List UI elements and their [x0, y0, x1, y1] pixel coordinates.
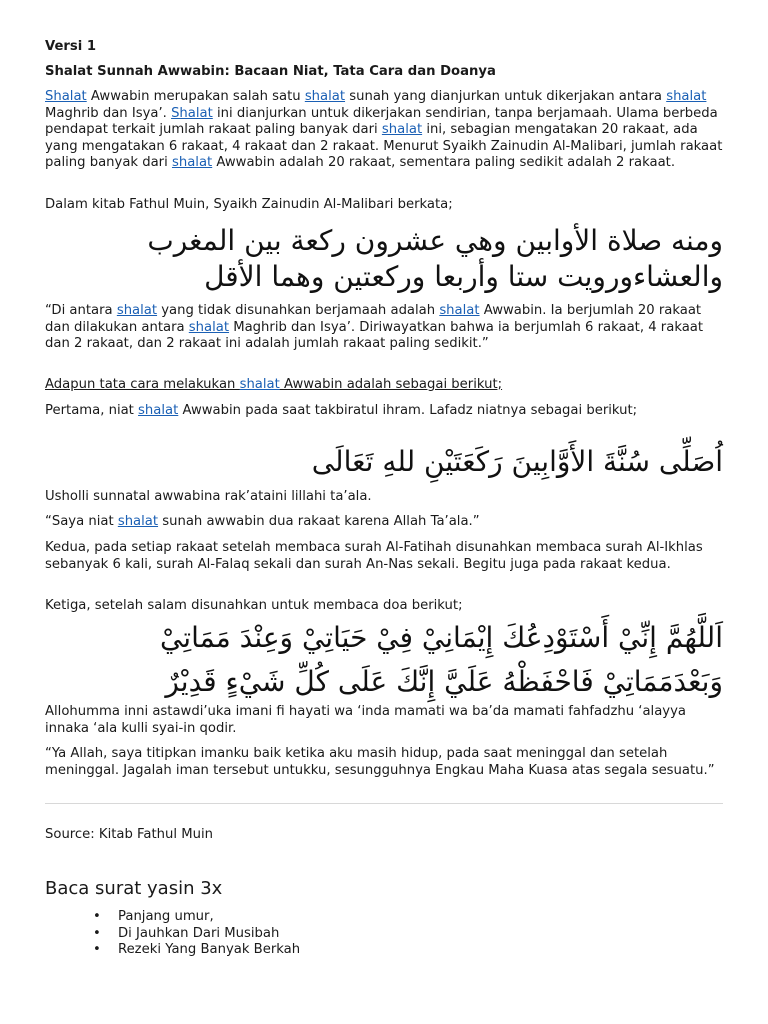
paragraph-transliteration-doa: Allohumma inni astawdi’uka imani fi hayati wa ‘inda mamati wa ba’da mamati fahfadzhu ‘alayya innaka ‘ala kulli syai-in qodir.: [45, 704, 686, 736]
shalat-link[interactable]: shalat: [138, 403, 179, 418]
paragraph-niat-translation: “Saya niat shalat sunah awwabin dua rakaat karena Allah Ta’ala.”: [45, 514, 480, 529]
bullet-icon: •: [93, 942, 101, 957]
shalat-link[interactable]: shalat: [239, 377, 280, 392]
shalat-link[interactable]: shalat: [117, 514, 159, 529]
shalat-link[interactable]: shalat: [188, 319, 230, 335]
arabic-doa: اَللَّهُمَّ إِنِّيْ أَسْتَوْدِعُكَ إِيْمَانِيْ فِيْ حَيَاتِيْ وَعِنْدَ مَمَاتِيْ وَبَعْدَمَمَاتِيْ فَاحْفَظْهُ عَلَيَّ إِنَّكَ عَلَى كُلِّ شَيْءٍ قَدِيْرٌ: [159, 621, 723, 698]
shalat-link[interactable]: shalat: [116, 303, 158, 318]
paragraph-transliteration-niat: Usholli sunnatal awwabina rak’ataini lillahi ta’ala.: [45, 489, 372, 504]
paragraph-niat: Pertama, niat shalat Awwabin pada saat takbiratul ihram. Lafadz niatnya sebagai berikut;: [45, 403, 638, 418]
list-item: • Rezeki Yang Banyak Berkah: [93, 942, 301, 957]
arabic-quote-fathul-muin: ومنه صلاة الأوابين وهي عشرون ركعة بين المغرب والعشاءورويت ستا وأربعا وركعتين وهما الأقل: [147, 224, 723, 293]
paragraph-kitab: Dalam kitab Fathul Muin, Syaikh Zainudin Al-Malibari berkata;: [45, 197, 453, 212]
version-label: Versi 1: [45, 39, 97, 54]
paragraph-kedua: Kedua, pada setiap rakaat setelah membaca surah Al-Fatihah disunahkan membaca surah Al-Ikhlas sebanyak 6 kali, surah Al-Falaq sekali dan surah An-Nas sekali. Begitu juga pada rakaat kedua.: [45, 540, 703, 572]
shalat-link[interactable]: shalat: [666, 89, 707, 104]
source-note: Source: Kitab Fathul Muin: [45, 827, 214, 842]
paragraph-ketiga: Ketiga, setelah salam disunahkan untuk membaca doa berikut;: [45, 598, 463, 613]
shalat-link[interactable]: shalat: [171, 155, 213, 171]
bullet-icon: •: [93, 925, 101, 941]
article-title: Shalat Sunnah Awwabin: Bacaan Niat, Tata Cara dan Doanya: [45, 64, 496, 79]
yasin-heading: Baca surat yasin 3x: [45, 878, 223, 899]
shalat-link[interactable]: shalat: [381, 122, 423, 138]
list-item: • Panjang umur,: [93, 909, 214, 924]
shalat-link[interactable]: shalat: [439, 303, 480, 318]
paragraph-tata-cara: Adapun tata cara melakukan shalat Awwabin adalah sebagai berikut;: [45, 377, 503, 392]
arabic-niat: اُصَلِّى سُنَّةَ الأَوَّابِينَ رَكَعَتَيْنِ للهِ تَعَالَى: [311, 445, 723, 478]
shalat-link[interactable]: Shalat: [45, 89, 87, 104]
paragraph-intro: Shalat Awwabin merupakan salah satu shalat sunah yang dianjurkan untuk dikerjakan antara shalat Maghrib dan Isya’. Shalat ini dianjurkan untuk dikerjakan sendirian, tanpa berjamaah. Ulama berbeda pendapat terkait jumlah rakaat paling banyak dari shalat ini, sebagian mengatakan 20 rakaat, ada yang mengatakan 6 rakaat, 4 rakaat dan 2 rakaat. Menurut Syaikh Zainudin Al-Malibari, jumlah rakaat paling banyak dari shalat Awwabin adalah 20 rakaat, sementara paling sedikit adalah 2 rakaat.: [45, 89, 723, 171]
shalat-link[interactable]: Shalat: [171, 105, 213, 121]
bullet-icon: •: [93, 909, 101, 924]
paragraph-translation: “Di antara shalat yang tidak disunahkan berjamaah adalah shalat Awwabin. Ia berjumlah 20 rakaat dan dilakukan antara shalat Maghrib dan Isya’. Diriwayatkan bahwa ia berjumlah 6 rakaat, 4 rakaat dan 2 rakaat, dan 2 rakaat ini adalah jumlah rakaat paling sedikit.”: [45, 303, 704, 352]
paragraph-doa-translation: “Ya Allah, saya titipkan imanku baik ketika aku masih hidup, pada saat meninggal dan setelah meninggal. Jagalah iman tersebut untukku, sesungguhnya Engkau Maha Kuasa atas segala sesuatu.”: [45, 746, 715, 778]
section-divider: [45, 803, 723, 804]
shalat-link[interactable]: shalat: [304, 89, 346, 104]
list-item: • Di Jauhkan Dari Musibah: [93, 925, 280, 941]
benefits-list: [45, 909, 723, 959]
